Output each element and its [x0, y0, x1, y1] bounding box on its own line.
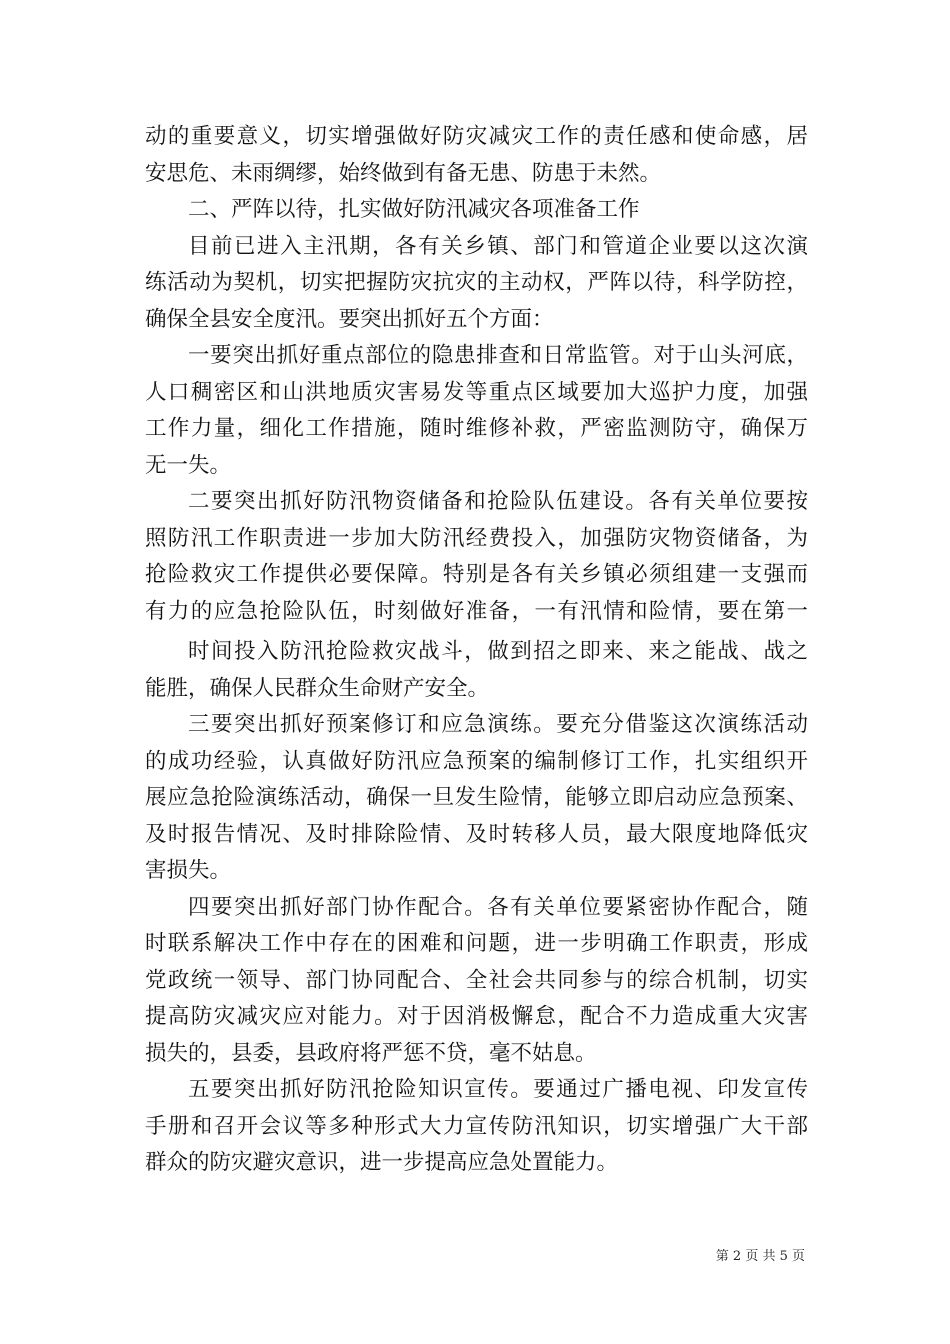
body-text	[145, 119, 808, 1182]
text-line: 工作力量，细化工作措施，随时维修补救，严密监测防守，确保万	[145, 416, 808, 441]
text-line: 时联系解决工作中存在的困难和问题，进一步明确工作职责，形成	[145, 931, 808, 956]
text-line: 无一失。	[145, 452, 232, 478]
text-line: 手册和召开会议等多种形式大力宣传防汛知识，切实增强广大干部	[145, 1113, 808, 1139]
text-line: 目前已进入主汛期，各有关乡镇、部门和管道企业要以这次演	[188, 233, 808, 259]
text-line: 有力的应急抢险队伍，时刻做好准备，一有汛情和险情，要在第一	[145, 598, 808, 624]
page-number: 第 2 页 共 5 页	[715, 1249, 805, 1264]
text-line: 四要突出抓好部门协作配合。各有关单位要紧密协作配合，随	[188, 894, 808, 920]
text-line: 安思危、未雨绸缪，始终做到有备无患、防患于未然。	[145, 160, 662, 186]
text-line: 照防汛工作职责进一步加大防汛经费投入，加强防灾物资储备，为	[145, 525, 808, 551]
text-line: 党政统一领导、部门协同配合、全社会共同参与的综合机制，切实	[145, 967, 808, 993]
text-line: 及时报告情况、及时排除险情、及时转移人员，最大限度地降低灾	[145, 821, 808, 847]
text-line: 练活动为契机，切实把握防灾抗灾的主动权，严阵以待，科学防控，	[145, 270, 808, 295]
text-line: 确保全县安全度汛。要突出抓好五个方面：	[145, 306, 554, 332]
text-line: 提高防灾减灾应对能力。对于因消极懈怠，配合不力造成重大灾害	[145, 1004, 808, 1029]
text-line: 的成功经验，认真做好防汛应急预案的编制修订工作，扎实组织开	[145, 748, 808, 774]
text-line: 人口稠密区和山洪地质灾害易发等重点区域要加大巡护力度，加强	[145, 379, 808, 405]
text-line: 损失的，县委，县政府将严惩不贷，毫不姑息。	[145, 1040, 597, 1066]
text-line: 抢险救灾工作提供必要保障。特别是各有关乡镇必须组建一支强而	[145, 562, 808, 587]
text-line: 二要突出抓好防汛物资储备和抢险队伍建设。各有关单位要按	[188, 489, 808, 514]
text-line: 五要突出抓好防汛抢险知识宣传。要通过广播电视、印发宣传	[188, 1077, 808, 1102]
text-line: 一要突出抓好重点部位的隐患排查和日常监管。对于山头河底，	[188, 343, 808, 368]
text-line: 动的重要意义，切实增强做好防灾减灾工作的责任感和使命感，居	[145, 124, 808, 149]
text-line: 时间投入防汛抢险救灾战斗，做到招之即来、来之能战、战之	[188, 639, 808, 664]
text-line: 群众的防灾避灾意识，进一步提高应急处置能力。	[145, 1150, 619, 1175]
text-line: 三要突出抓好预案修订和应急演练。要充分借鉴这次演练活动	[188, 712, 808, 737]
text-line: 能胜，确保人民群众生命财产安全。	[145, 675, 490, 701]
text-line: 展应急抢险演练活动，确保一旦发生险情，能够立即启动应急预案、	[145, 785, 808, 810]
section-heading: 二、严阵以待，扎实做好防汛减灾各项准备工作	[188, 197, 640, 222]
text-line: 害损失。	[145, 858, 232, 883]
